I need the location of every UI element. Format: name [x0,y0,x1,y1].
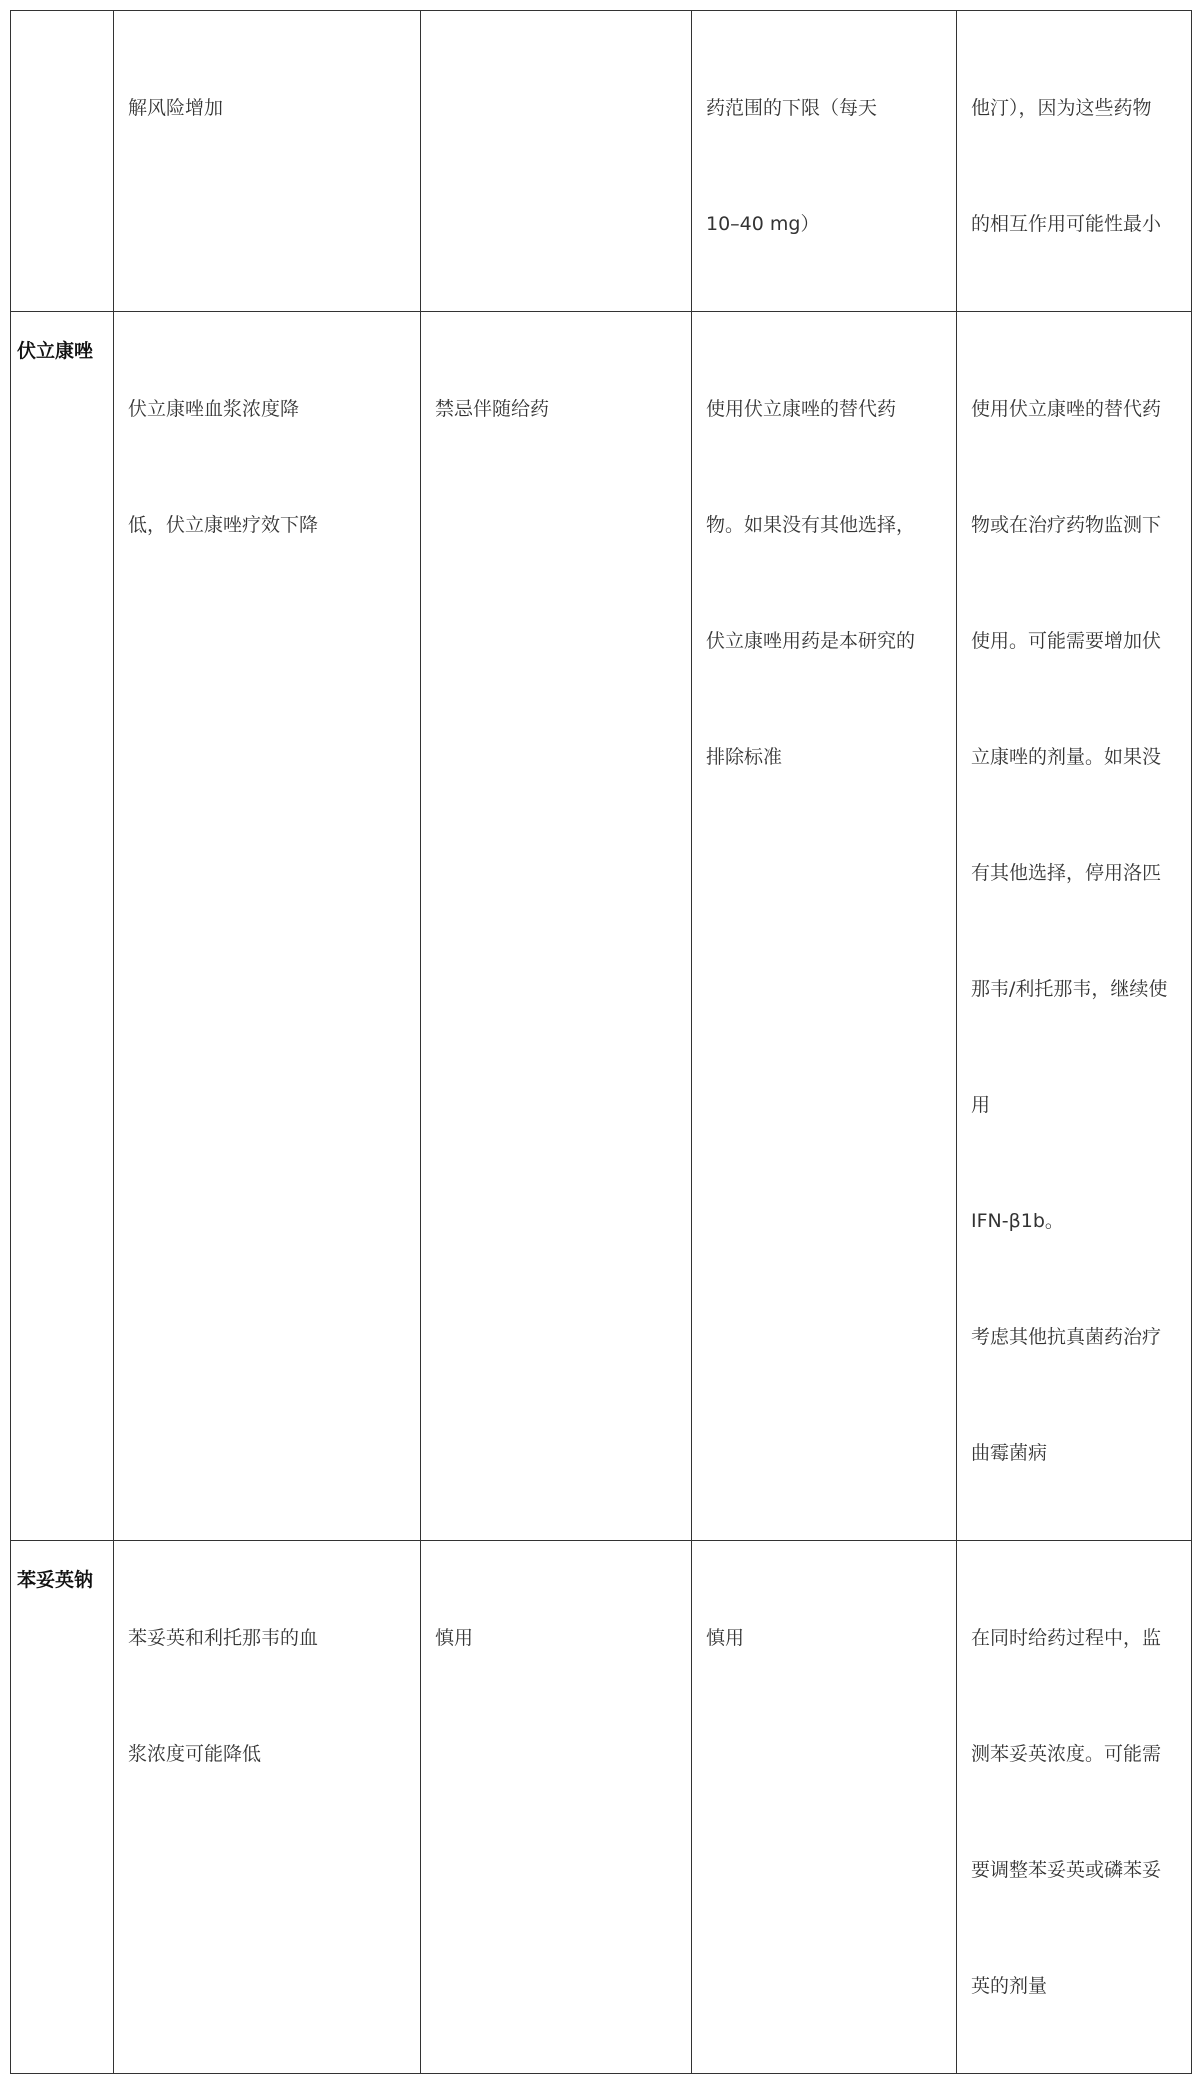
cell-text-line: 禁忌伴随给药 [435,398,550,420]
cell-text-line: 的相互作用可能性最小 [971,213,1162,235]
recommendation-cell [692,11,957,312]
empty-cell [421,11,692,312]
cell-text-line: 慎用 [435,1627,474,1649]
cell-text-line: 考虑其他抗真菌药治疗 [971,1326,1162,1348]
cell-text-line: 使用伏立康唑的替代药 [706,398,897,420]
cell-text-line: 有其他选择，停用洛匹 [971,862,1162,884]
cell-text-line: 物或在治疗药物监测下 [971,514,1162,536]
cell-text-line: IFN-β1b。 [971,1210,1064,1232]
cell-text-line: 浆浓度可能降低 [128,1743,262,1765]
drug-name-cell: 伏立康唑 [11,312,114,1541]
interaction-effect-cell [114,1541,421,2074]
interaction-effect-cell [114,312,421,1541]
interaction-effect-cell [114,11,421,312]
table-row [11,312,1192,1541]
cell-text-line: 10–40 mg） [706,213,820,235]
cell-text-line: 使用伏立康唑的替代药 [971,398,1162,420]
cell-text-line: 在同时给药过程中，监 [971,1627,1162,1649]
cell-text-line: 曲霉菌病 [971,1442,1048,1464]
cell-text-line: 他汀），因为这些药物 [971,97,1152,119]
recommendation-cell [692,1541,957,2074]
cell-text-line: 测苯妥英浓度。可能需 [971,1743,1162,1765]
cell-text-line: 伏立康唑血浆浓度降 [128,398,300,420]
cell-text-line: 那韦/利托那韦，继续使 [971,978,1168,1000]
cell-text-line: 要调整苯妥英或磷苯妥 [971,1859,1162,1881]
drug-name-cell: 苯妥英钠 [11,1541,114,2074]
cell-text-line: 立康唑的剂量。如果没 [971,746,1162,768]
cell-text-line: 排除标准 [706,746,783,768]
table-row [11,1541,1192,2074]
cell-text-line: 伏立康唑用药是本研究的 [706,630,916,652]
cell-text-line: 低，伏立康唑疗效下降 [128,514,319,536]
management-cell [957,1541,1192,2074]
cell-text-line: 用 [971,1094,991,1116]
table-row [11,11,1192,312]
recommendation-cell [692,312,957,1541]
cell-text-line: 药范围的下限（每天 [706,97,878,119]
management-cell [957,312,1192,1541]
cell-text-line: 解风险增加 [128,97,224,119]
cell-text-line: 物。如果没有其他选择， [706,514,916,536]
usage-cell [421,312,692,1541]
management-cell [957,11,1192,312]
cell-text-line: 英的剂量 [971,1975,1048,1997]
drug-interaction-table [10,10,1192,2074]
cell-text-line: 慎用 [706,1627,745,1649]
cell-text-line: 使用。可能需要增加伏 [971,630,1162,652]
usage-cell [421,1541,692,2074]
cell-text-line: 苯妥英和利托那韦的血 [128,1627,319,1649]
drug-name-cell [11,11,114,312]
